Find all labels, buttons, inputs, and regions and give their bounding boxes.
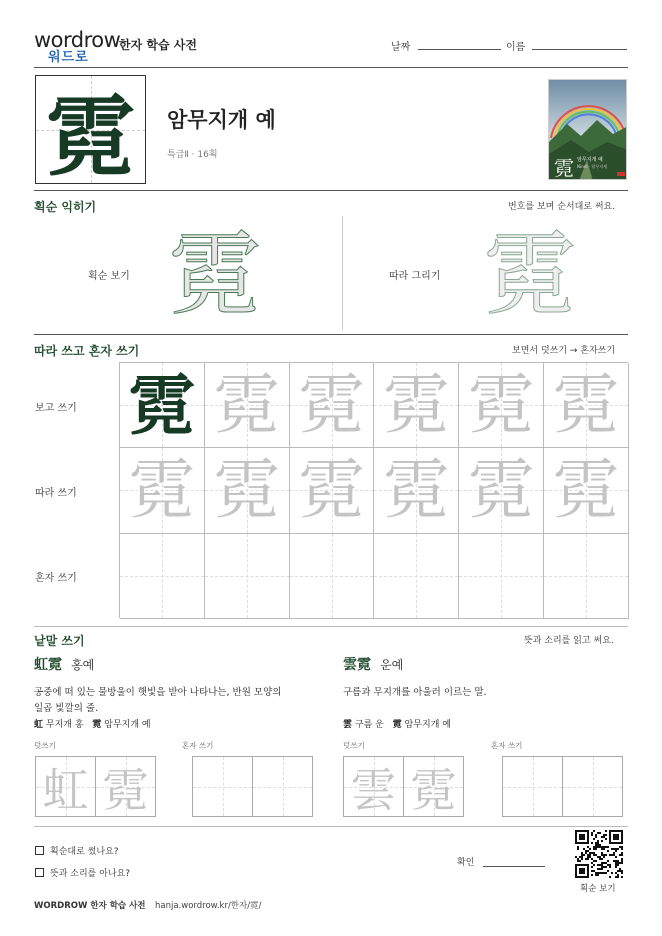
word-2-char1: 雲 xyxy=(343,720,353,730)
word-1-heading xyxy=(34,654,94,674)
word-card-2 xyxy=(343,654,633,824)
trace-character: 霓 xyxy=(298,451,365,529)
model-character: 霓 xyxy=(128,366,195,445)
word-1-char2-gloss: 암무지개 예 xyxy=(104,720,151,730)
trace-character: 霓 xyxy=(213,451,280,529)
cell-guide-v xyxy=(332,534,333,618)
writing-cell[interactable] xyxy=(459,534,544,619)
words-bottom-divider xyxy=(34,826,628,827)
writing-cell[interactable] xyxy=(290,448,375,533)
trace-character: 霓 xyxy=(383,366,450,444)
hero-character: 霓 xyxy=(46,83,135,188)
cell-guide-h xyxy=(290,576,374,577)
stroke-section-instruction: 번호를 보며 순서대로 써요. xyxy=(508,202,616,212)
image-badge xyxy=(617,172,625,176)
stroke-bottom-divider xyxy=(34,334,628,335)
writing-cell[interactable] xyxy=(120,448,205,533)
writing-cell[interactable] xyxy=(374,363,459,448)
trace-character: 霓 xyxy=(213,366,280,444)
cell-guide-v xyxy=(162,534,163,618)
cell-guide-v xyxy=(416,534,417,618)
word-1-solo-cell-2[interactable] xyxy=(252,756,313,817)
word-2-heading xyxy=(343,654,403,674)
word-1-solo-cell-1[interactable] xyxy=(192,756,253,817)
qr-code-icon xyxy=(575,830,623,878)
writing-cell[interactable] xyxy=(374,534,459,619)
word-2-definition-1: 구름과 무지개를 아울러 이르는 말. xyxy=(343,687,487,698)
row-label-view: 보고 쓰기 xyxy=(35,403,77,414)
trace-character: 霓 xyxy=(298,366,365,444)
words-section-title: 낱말 쓰기 xyxy=(34,634,85,648)
word-2-char2: 霓 xyxy=(392,720,402,730)
word-2-trace-cell-2[interactable] xyxy=(403,756,464,817)
image-caption-title: 암무지개 예 xyxy=(577,157,603,163)
check-item-1[interactable] xyxy=(35,844,119,857)
logo-korean: 워드로 xyxy=(48,50,89,65)
stroke-trace-diagram[interactable] xyxy=(480,222,580,327)
trace-character: 霓 xyxy=(553,451,620,529)
word-1-hanja: 虹霓 xyxy=(34,657,62,673)
word-2-char1-gloss: 구름 운 xyxy=(354,720,384,730)
cell-guide-v xyxy=(586,534,587,618)
word-2-char2-gloss: 암무지개 예 xyxy=(404,720,451,730)
word-2-solo-label: 혼자 쓰기 xyxy=(491,741,523,750)
writing-cell[interactable] xyxy=(205,363,290,448)
cell-guide-v xyxy=(247,534,248,618)
word-1-trace-char-2: 霓 xyxy=(102,762,149,817)
checkbox-stroke-order[interactable] xyxy=(35,846,44,855)
date-label: 날짜 xyxy=(391,42,411,53)
writing-bottom-divider xyxy=(34,626,628,627)
writing-cell[interactable] xyxy=(544,363,629,448)
stroke-order-diagram xyxy=(165,222,265,327)
hero-grade-strokes: 특급Ⅱ · 16획 xyxy=(167,150,218,160)
logo xyxy=(34,28,121,66)
footer-brand: WORDROW 한자 학습 사전 xyxy=(34,901,146,911)
word-1-trace-cell-1[interactable] xyxy=(35,756,96,817)
checkbox-meaning-sound[interactable] xyxy=(35,868,44,877)
stroke-view-label: 획순 보기 xyxy=(88,271,130,282)
writing-cell[interactable] xyxy=(290,363,375,448)
rainbow-image xyxy=(548,79,627,180)
hero-divider xyxy=(34,190,628,191)
word-card-1 xyxy=(34,654,324,824)
image-caption-small: Ninet · 암무지개 xyxy=(577,164,607,169)
confirm-field[interactable] xyxy=(483,866,545,867)
check-item-1-label: 획순대로 썼나요? xyxy=(50,847,119,857)
word-1-trace-cell-2[interactable] xyxy=(95,756,156,817)
writing-cell[interactable] xyxy=(120,363,205,448)
word-1-solo-label: 혼자 쓰기 xyxy=(182,741,214,750)
word-2-reading: 운예 xyxy=(380,658,404,672)
word-2-solo-cell-1[interactable] xyxy=(502,756,563,817)
name-field[interactable] xyxy=(532,49,627,50)
word-2-trace-char-2: 霓 xyxy=(410,762,457,817)
stroke-trace-label: 따라 그리기 xyxy=(389,271,441,282)
confirm-label: 확인 xyxy=(457,858,475,868)
word-2-hanja: 雲霓 xyxy=(343,657,371,673)
word-1-definition-1: 공중에 떠 있는 물방울이 햇빛을 받아 나타나는, 반원 모양의 xyxy=(34,687,282,698)
trace-character: 霓 xyxy=(128,451,195,529)
writing-cell[interactable] xyxy=(459,363,544,448)
word-1-trace-label: 덧쓰기 xyxy=(34,741,56,750)
stroke-order-character: 霓 xyxy=(168,221,261,328)
writing-cell[interactable] xyxy=(290,534,375,619)
trace-character: 霓 xyxy=(383,451,450,529)
check-item-2[interactable] xyxy=(35,866,130,879)
word-2-trace-cell-1[interactable] xyxy=(343,756,404,817)
writing-section-instruction: 보면서 덧쓰기 → 혼자쓰기 xyxy=(512,346,616,356)
qr-label: 획순 보기 xyxy=(580,884,616,894)
writing-cell[interactable] xyxy=(374,448,459,533)
writing-grid xyxy=(119,362,628,618)
writing-cell[interactable] xyxy=(459,448,544,533)
image-caption-char: 霓 xyxy=(554,156,574,180)
check-item-2-label: 뜻과 소리를 아나요? xyxy=(50,869,131,879)
word-2-trace-label: 덧쓰기 xyxy=(343,741,365,750)
row-label-solo: 혼자 쓰기 xyxy=(35,573,77,584)
word-1-trace-char-1: 虹 xyxy=(42,762,89,817)
cell-guide-h xyxy=(374,576,458,577)
hero-meaning: 암무지개 예 xyxy=(167,108,276,132)
word-1-reading: 홍예 xyxy=(71,658,95,672)
trace-character: 霓 xyxy=(468,451,535,529)
word-1-glosses xyxy=(34,717,151,730)
qr-code[interactable] xyxy=(575,830,623,878)
trace-character: 霓 xyxy=(468,366,535,444)
header-title: 한자 학습 사전 xyxy=(119,38,197,52)
name-label: 이름 xyxy=(506,42,526,53)
word-1-definition-2: 일곱 빛깔의 줄. xyxy=(34,703,99,714)
writing-cell[interactable] xyxy=(544,448,629,533)
words-section-instruction: 뜻과 소리를 읽고 써요. xyxy=(524,636,614,646)
writing-cell[interactable] xyxy=(544,534,629,619)
writing-cell[interactable] xyxy=(120,534,205,619)
cell-guide-h xyxy=(120,576,204,577)
trace-character: 霓 xyxy=(553,366,620,444)
logo-wordmark: wordrow xyxy=(34,28,121,52)
cell-guide-h xyxy=(544,576,628,577)
cell-guide-h xyxy=(459,576,543,577)
stroke-trace-character: 霓 xyxy=(483,221,576,328)
cell-guide-h xyxy=(205,576,289,577)
word-2-solo-cell-2[interactable] xyxy=(562,756,623,817)
word-1-char1: 虹 xyxy=(34,720,44,730)
hero-character-box xyxy=(35,75,146,188)
word-2-trace-char-1: 雲 xyxy=(350,762,397,817)
writing-cell[interactable] xyxy=(205,448,290,533)
stroke-section-divider xyxy=(342,216,343,330)
stroke-section-title: 획순 익히기 xyxy=(34,200,97,214)
word-2-glosses xyxy=(343,717,451,730)
date-field[interactable] xyxy=(418,49,501,50)
row-label-trace: 따라 쓰기 xyxy=(35,488,77,499)
cell-guide-v xyxy=(501,534,502,618)
writing-section-title: 따라 쓰고 혼자 쓰기 xyxy=(34,344,140,358)
word-1-char1-gloss: 무지개 홍 xyxy=(45,720,84,730)
word-1-char2: 霓 xyxy=(92,720,102,730)
footer-url[interactable]: hanja.wordrow.kr/한자/霓/ xyxy=(155,901,262,911)
writing-cell[interactable] xyxy=(205,534,290,619)
